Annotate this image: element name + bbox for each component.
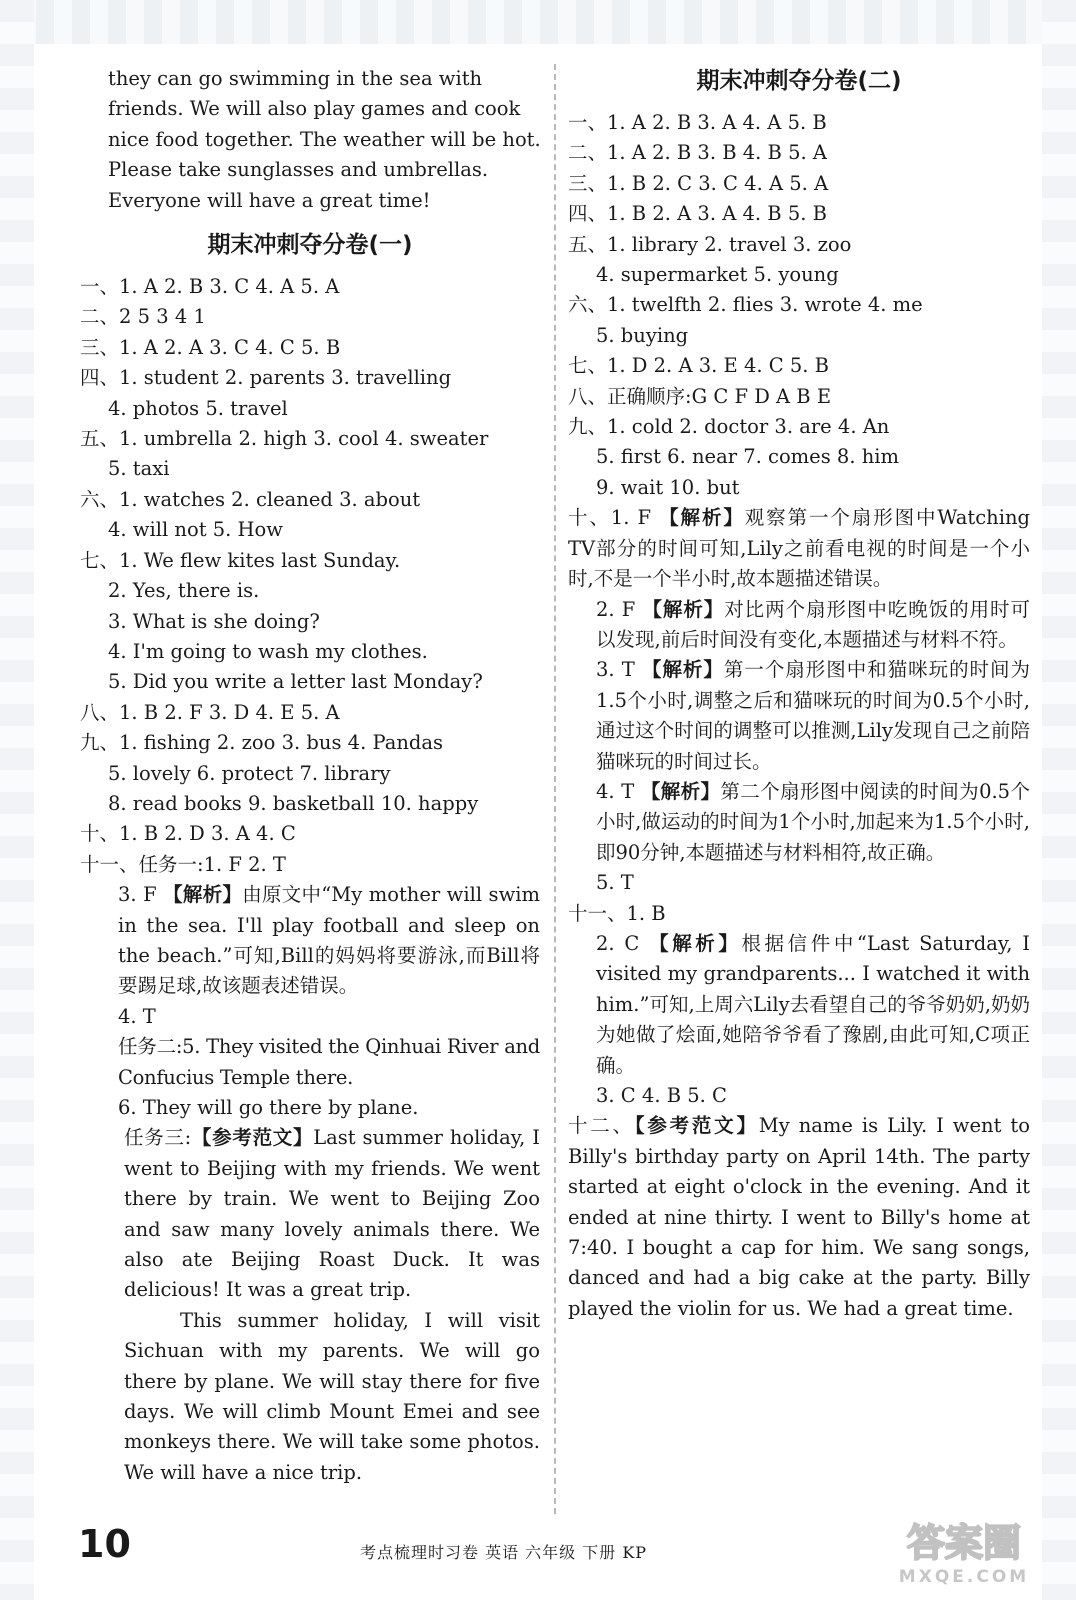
answer-q7-cont: 4. I'm going to wash my clothes. bbox=[108, 639, 428, 663]
decorative-left-border bbox=[0, 0, 34, 1600]
answer-q7: 七、1. D 2. A 3. E 4. C 5. B bbox=[568, 354, 830, 378]
answer-q11-task1: 十一、任务一:1. F 2. T bbox=[80, 852, 286, 876]
sample-essay-text: My name is Lily. I went to Billy's birthday party on April 14th. The party started at eight o'clock in the evening. And it ended at nine thirty. I went to Billy's home at 7:40. I bought a cap for him. We sang songs, danced and had a big cake at the party. Billy played the violin for us. We had a great time. bbox=[568, 1114, 1030, 1320]
intro-line: they can go swimming in the sea with bbox=[108, 67, 483, 90]
analysis-text: 第一个扇形图中和猫咪玩的时间为1.5个小时,调整之后和猫咪玩的时间为0.5个小时,通过这个时间的调整可以推测,Lily发现自己之前陪猫咪玩的时间过长。 bbox=[596, 658, 1030, 773]
sample-essay-paragraph-1: Last summer holiday, I went to Beijing with my friends. We went there by train. We went to Beijing Zoo and saw many lovely animals there. We also ate Beijing Roast Duck. It was delicious! It was a great trip. bbox=[124, 1126, 540, 1302]
watermark-subtext: MXQE.COM bbox=[898, 1567, 1030, 1587]
answer-q3: 三、1. B 2. C 3. C 4. A 5. A bbox=[568, 171, 829, 195]
answer-q6-cont: 5. buying bbox=[596, 323, 689, 347]
sample-essay-paragraph-2: This summer holiday, I will visit Sichuan with my parents. We will go there by plane. We will stay there for five days. We will climb Mount Emei and see monkeys there. We will take some photos. We will have a nice trip. bbox=[124, 1308, 540, 1484]
intro-paragraph bbox=[80, 64, 540, 216]
answer-q1: 一、1. A 2. B 3. C 4. A 5. A bbox=[80, 275, 340, 299]
right-column bbox=[568, 64, 1030, 1324]
decorative-right-border bbox=[1042, 0, 1076, 1600]
section-title-exam-1: 期末冲刺夺分卷(一) bbox=[207, 232, 413, 259]
intro-line: Please take sunglasses and umbrellas. bbox=[108, 158, 489, 182]
book-info: 考点梳理时习卷 英语 六年级 下册 KP bbox=[360, 1543, 648, 1562]
answer-q11-2 bbox=[568, 929, 1030, 1081]
analysis-tag: 【解析】 bbox=[642, 597, 725, 621]
answer-q10-3 bbox=[568, 655, 1030, 777]
analysis-text: 观察第一个扇形图中Watching TV部分的时间可知,Lily之前看电视的时间是一个小时,不是一个半小时,故本题描述错误。 bbox=[568, 506, 1030, 591]
answer-q11-4: 4. T bbox=[118, 1004, 156, 1028]
task3-label: 任务三: bbox=[124, 1126, 192, 1150]
left-column bbox=[80, 64, 540, 1488]
answer-q7: 七、1. We flew kites last Sunday. bbox=[80, 548, 401, 572]
answer-q10-4 bbox=[568, 777, 1030, 868]
analysis-tag: 【解析】 bbox=[641, 658, 724, 682]
analysis-tag: 【解析】 bbox=[649, 931, 742, 955]
answer-q5: 五、1. umbrella 2. high 3. cool 4. sweater bbox=[80, 427, 489, 451]
answer-q9-cont: 5. first 6. near 7. comes 8. him bbox=[596, 445, 900, 469]
intro-line: nice food together. The weather will be hot. bbox=[108, 127, 541, 151]
answer-q3: 三、1. A 2. A 3. C 4. C 5. B bbox=[80, 335, 341, 359]
analysis-tag: 【解析】 bbox=[659, 506, 745, 530]
answer-q10-1 bbox=[568, 503, 1030, 594]
watermark-text: 答案圈 bbox=[906, 1521, 1022, 1565]
answer-number: 3. T bbox=[596, 658, 642, 682]
answer-q12 bbox=[568, 1111, 1030, 1324]
answer-q4: 四、1. student 2. parents 3. travelling bbox=[80, 366, 452, 390]
answer-q6: 六、1. watches 2. cleaned 3. about bbox=[80, 487, 421, 511]
sample-essay-tag: 【参考范文】 bbox=[191, 1126, 314, 1150]
answer-q2: 二、1. A 2. B 3. B 4. B 5. A bbox=[568, 141, 827, 165]
answer-q5-cont: 5. taxi bbox=[108, 457, 170, 481]
analysis-text: 对比两个扇形图中吃晚饭的用时可以发现,前后时间没有变化,本题描述与材料不符。 bbox=[596, 597, 1030, 651]
answer-q9: 九、1. cold 2. doctor 3. are 4. An bbox=[568, 415, 890, 439]
answer-q5: 五、1. library 2. travel 3. zoo bbox=[568, 232, 852, 256]
answer-q10-5: 5. T bbox=[596, 871, 634, 895]
answer-q8: 八、1. B 2. F 3. D 4. E 5. A bbox=[80, 700, 340, 724]
intro-line: friends. We will also play games and cook bbox=[108, 97, 521, 121]
answer-q11-task2-6: 6. They will go there by plane. bbox=[118, 1096, 419, 1119]
answer-q7-cont: 3. What is she doing? bbox=[108, 609, 320, 633]
answer-number: 4. T bbox=[596, 779, 641, 803]
page-number: 10 bbox=[78, 1522, 131, 1566]
watermark-logo bbox=[880, 1508, 1048, 1588]
answer-q10: 十、1. B 2. D 3. A 4. C bbox=[80, 822, 296, 846]
answer-q7-cont: 5. Did you write a letter last Monday? bbox=[108, 670, 483, 694]
answer-q4: 四、1. B 2. A 3. A 4. B 5. B bbox=[568, 202, 827, 226]
decorative-top-border bbox=[0, 0, 1076, 44]
analysis-text: 由原文中“My mother will swim in the sea. I'll play football and sleep on the beach.”可知,Bill的妈妈将要游泳,而Bill将要踢足球,故该题表述错误。 bbox=[118, 883, 540, 998]
answer-q5-cont: 4. supermarket 5. young bbox=[596, 263, 839, 287]
answer-q9: 九、1. fishing 2. zoo 3. bus 4. Pandas bbox=[80, 731, 444, 755]
answer-q11-task3 bbox=[80, 1123, 540, 1305]
answer-q6: 六、1. twelfth 2. flies 3. wrote 4. me bbox=[568, 293, 923, 317]
analysis-text: 第二个扇形图中阅读的时间为0.5个小时,做运动的时间为1个小时,加起来为1.5个小时,即90分钟,本题描述与材料相符,故正确。 bbox=[596, 779, 1030, 864]
answer-q4-cont: 4. photos 5. travel bbox=[108, 396, 288, 420]
answer-q11-rest: 3. C 4. B 5. C bbox=[596, 1084, 727, 1107]
answer-number: 十、1. F bbox=[568, 506, 660, 530]
answer-q1: 一、1. A 2. B 3. A 4. A 5. B bbox=[568, 111, 827, 134]
answer-q11-1: 十一、1. B bbox=[568, 901, 666, 925]
answer-q2: 二、2 5 3 4 1 bbox=[80, 305, 206, 329]
sample-essay-tag: 【参考范文】 bbox=[634, 1114, 759, 1138]
answer-number: 2. F bbox=[596, 597, 643, 621]
answer-number: 十二、 bbox=[568, 1114, 635, 1138]
analysis-text: 根据信件中“Last Saturday, I visited my grandparents... I watched it with him.”可知,上周六Lily去看望自己的爷爷奶奶,奶奶为她做了烩面,她陪爷爷看了豫剧,由此可知,C项正确。 bbox=[596, 931, 1030, 1077]
answer-q8: 八、正确顺序:G C F D A B E bbox=[568, 384, 832, 408]
intro-line: Everyone will have a great time! bbox=[108, 188, 431, 212]
analysis-tag: 【解析】 bbox=[640, 779, 721, 803]
answer-q7-cont: 2. Yes, there is. bbox=[108, 579, 260, 603]
answer-q11-task2-5: 任务二:5. They visited the Qinhuai River and Confucius Temple there. bbox=[118, 1035, 540, 1089]
answer-q10-2 bbox=[568, 595, 1030, 656]
answer-q11-3 bbox=[80, 880, 540, 1002]
answer-q11-3-number: 3. F bbox=[118, 883, 164, 907]
answer-q6-cont: 4. will not 5. How bbox=[108, 518, 283, 542]
section-title-exam-2: 期末冲刺夺分卷(二) bbox=[696, 68, 902, 94]
column-divider bbox=[554, 64, 556, 1514]
answer-number: 2. C bbox=[596, 931, 650, 955]
answer-q9-cont: 8. read books 9. basketball 10. happy bbox=[108, 791, 479, 815]
answer-q9-cont: 9. wait 10. but bbox=[596, 475, 740, 499]
analysis-tag: 【解析】 bbox=[163, 883, 243, 907]
answer-q9-cont: 5. lovely 6. protect 7. library bbox=[108, 761, 391, 785]
